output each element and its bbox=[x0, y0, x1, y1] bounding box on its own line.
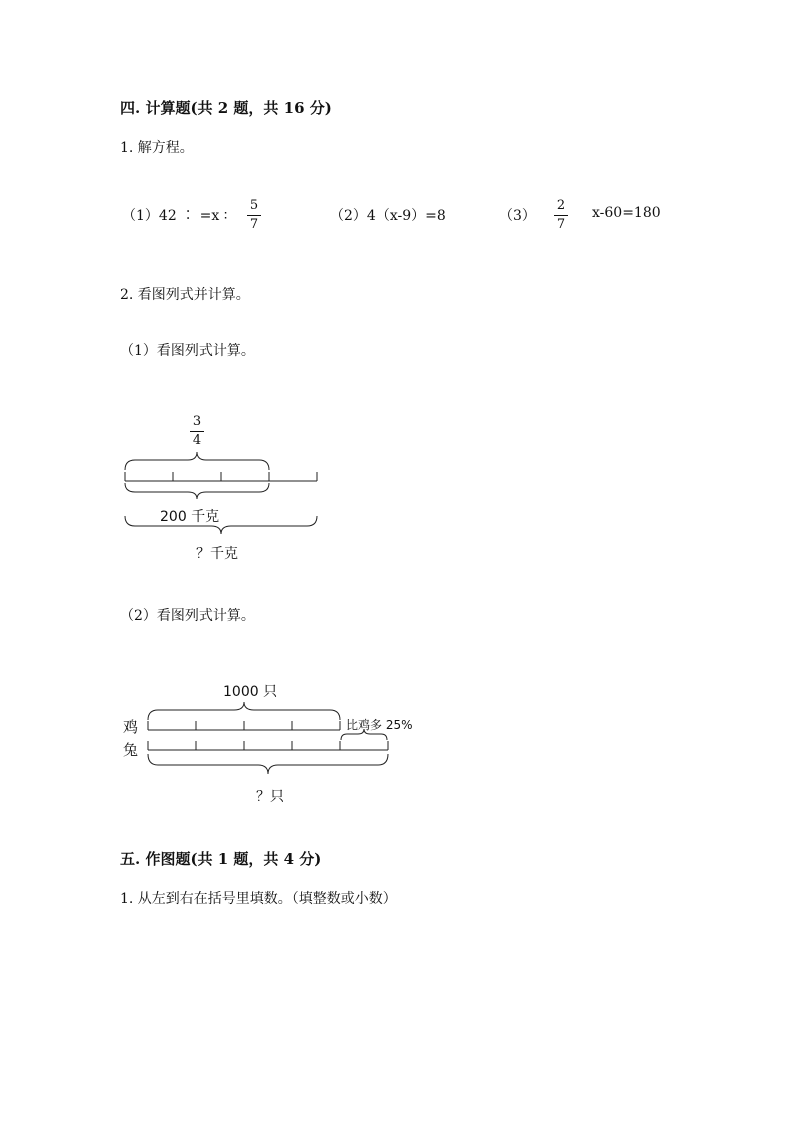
diagram2-compare-label: 比鸡多 25% bbox=[346, 718, 413, 732]
question-1-label: 1. 解方程。 bbox=[120, 140, 194, 156]
section4-title: 四. 计算题(共 2 题，共 16 分) bbox=[120, 99, 332, 117]
question-2-label: 2. 看图列式并计算。 bbox=[120, 287, 250, 303]
equation-3-prefix: （3） bbox=[499, 208, 536, 224]
fraction-numerator: 3 bbox=[192, 414, 202, 429]
diagram1-top-brace bbox=[125, 452, 269, 470]
equation-2: （2）4（x-9）=8 bbox=[330, 208, 446, 224]
equation-3-suffix: x-60=180 bbox=[592, 205, 661, 221]
diagram1-under-brace bbox=[125, 483, 269, 499]
diagram1-given-label: 200 千克 bbox=[160, 509, 220, 525]
diagram1-whole-brace bbox=[125, 516, 317, 534]
diagram1-question-label: ？千克 bbox=[196, 546, 238, 562]
equation-1: （1）42 ∶ =x ∶ bbox=[122, 208, 228, 224]
subquestion-2-label: （2）看图列式计算。 bbox=[120, 608, 255, 624]
diagram2-top-brace bbox=[148, 702, 340, 720]
diagram2-top-value: 1000 只 bbox=[223, 684, 278, 700]
fraction-denominator: 7 bbox=[556, 217, 566, 232]
diagram2-rabbit-label: 兔 bbox=[123, 741, 139, 759]
section5-question-1-label: 1. 从左到右在括号里填数。（填整数或小数） bbox=[120, 891, 397, 907]
diagram2-question-label: ？只 bbox=[256, 789, 284, 805]
subquestion-1-label: （1）看图列式计算。 bbox=[120, 343, 255, 359]
diagram2-whole-brace bbox=[148, 754, 388, 774]
diagram2-chicken-label: 鸡 bbox=[123, 718, 139, 736]
fraction-numerator: 5 bbox=[249, 198, 259, 213]
fraction-denominator: 7 bbox=[249, 217, 259, 232]
section5-title: 五. 作图题(共 1 题，共 4 分) bbox=[120, 850, 322, 868]
fraction-denominator: 4 bbox=[192, 433, 202, 448]
fraction-numerator: 2 bbox=[556, 198, 566, 213]
